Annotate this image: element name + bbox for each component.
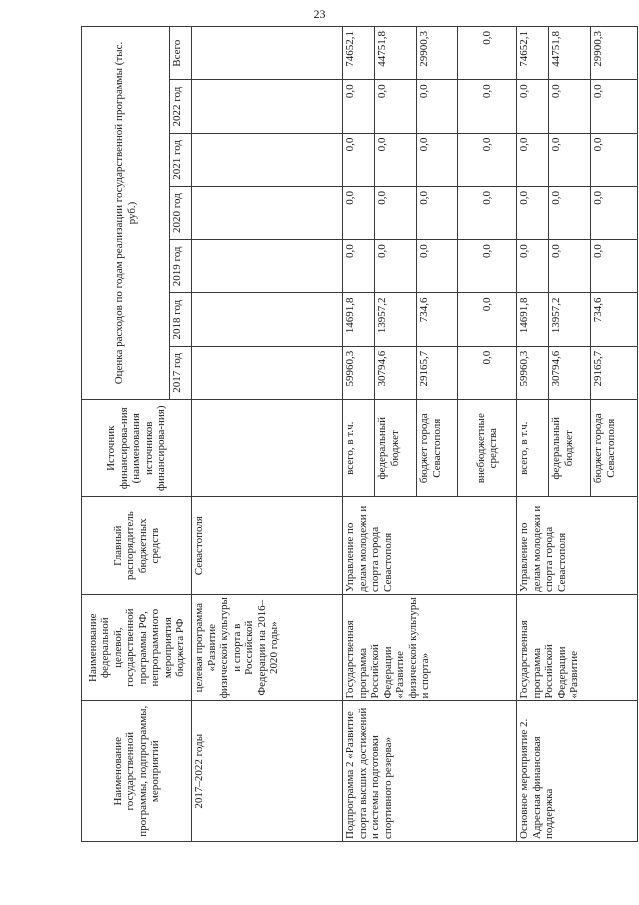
value-cell: 0,0 [549,240,591,293]
value-cell: 0,0 [417,80,458,133]
value-cell: 0,0 [549,186,591,239]
value-cell: 44751,8 [375,27,417,80]
header-name: Наименование государственной программы, подпрограммы, мероприятий [82,701,192,842]
value-cell: 14691,8 [343,293,375,346]
source-cell: бюджет города Севастополя [417,400,458,497]
header-year: 2022 год [170,80,192,133]
value-cell: 29900,3 [417,27,458,80]
value-cell: 0,0 [517,80,549,133]
row-name: Основное мероприятие 2. Адресная финансовая поддержка [517,701,638,842]
value-cell: 0,0 [517,240,549,293]
value-cell: 0,0 [458,133,517,186]
row-federal: Государственная программа Российской Федерации «Развитие физической культуры и спорта» [343,594,517,701]
budget-table [81,26,638,842]
value-cell: 0,0 [375,186,417,239]
header-year: 2018 год [170,293,192,346]
value-cell: 0,0 [375,240,417,293]
row-name: Подпрограмма 2 «Развитие спорта высших достижений и системы подготовки спортивного резерва» [343,701,517,842]
value-cell: 0,0 [517,186,549,239]
source-cell: федеральный бюджет [375,400,417,497]
value-cell: 0,0 [343,240,375,293]
source-cell: всего, в т.ч. [343,400,375,497]
value-cell: 0,0 [458,80,517,133]
row-admin: Управление по делам молодежи и спорта города Севастополя [517,497,638,594]
value-cell: 0,0 [417,186,458,239]
value-cell: 734,6 [417,293,458,346]
value-cell: 0,0 [343,80,375,133]
value-cell: 0,0 [458,27,517,80]
value-cell: 0,0 [549,133,591,186]
value-cell: 0,0 [591,240,638,293]
header-estimate: Оценка расходов по годам реализации государственной программы (тыс. руб.) [82,27,170,400]
header-admin: Главный распорядитель бюджетных средств [82,497,192,594]
value-cell: 13957,2 [375,293,417,346]
value-cell: 734,6 [591,293,638,346]
table-row [517,27,549,842]
value-cell: 30794,6 [375,346,417,399]
header-year: 2019 год [170,240,192,293]
row-admin: Севастополя [192,497,343,594]
source-cell: бюджет города Севастополя [591,400,638,497]
row-admin: Управление по делам молодежи и спорта города Севастополя [343,497,517,594]
header-federal: Наименование федеральной целевой, государственной программы РФ, непрограммного мероприятия бюджета РФ [82,594,192,701]
value-cell: 0,0 [458,186,517,239]
source-cell: внебюджетные средства [458,400,517,497]
value-cell: 0,0 [591,186,638,239]
value-cell: 0,0 [343,133,375,186]
value-cell: 74652,1 [517,27,549,80]
table-row [192,27,343,842]
value-cell: 44751,8 [549,27,591,80]
value-cell: 59960,3 [343,346,375,399]
value-cell: 29165,7 [591,346,638,399]
row-federal: целевая программа «Развитие физической культуры и спорта в Российской Федерации на 2016–2020 годы» [192,594,343,701]
row-name: 2017–2022 годы [192,701,343,842]
rotated-table-wrapper [81,26,637,842]
value-cell: 0,0 [458,240,517,293]
value-cell: 0,0 [517,133,549,186]
value-cell: 13957,2 [549,293,591,346]
row-federal: Государственная программа Российской Федерации «Развитие [517,594,638,701]
table-row [343,27,375,842]
header-year: 2021 год [170,133,192,186]
value-cell: 0,0 [417,240,458,293]
header-year: Всего [170,27,192,80]
value-cell: 14691,8 [517,293,549,346]
value-cell: 29900,3 [591,27,638,80]
source-cell: федеральный бюджет [549,400,591,497]
value-cell: 0,0 [591,133,638,186]
value-cell: 0,0 [375,133,417,186]
value-cell: 0,0 [549,80,591,133]
value-cell: 0,0 [458,346,517,399]
value-cell: 0,0 [375,80,417,133]
header-row [82,27,170,842]
value-cell: 59960,3 [517,346,549,399]
source-cell: всего, в т.ч. [517,400,549,497]
value-cell: 0,0 [591,80,638,133]
value-cell: 0,0 [458,293,517,346]
page-number: 23 [313,7,326,21]
value-cell: 30794,6 [549,346,591,399]
header-year: 2017 год [170,346,192,399]
value-cell: 29165,7 [417,346,458,399]
header-source: Источник финансирова-ния (наименования источников финансирова-ния) [82,400,192,497]
value-cell: 0,0 [343,186,375,239]
header-year: 2020 год [170,186,192,239]
value-cell: 74652,1 [343,27,375,80]
value-cell: 0,0 [417,133,458,186]
